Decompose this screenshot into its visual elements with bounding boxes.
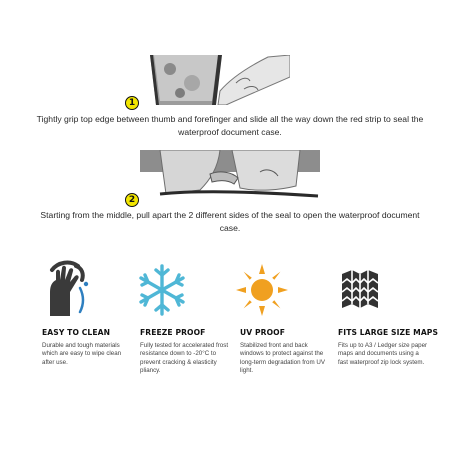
feature-description: Fully tested for accelerated frost resistance down to -20°C to prevent cracking & elasticity pliancy. xyxy=(140,342,229,375)
feature-description: Fits up to A3 / Ledger size paper maps and documents using a fast waterproof zip lock system. xyxy=(338,342,428,366)
step-1-badge xyxy=(125,96,139,110)
step-2-instruction: Starting from the middle, pull apart the 2 different sides of the seal to open the waterproof document case. xyxy=(40,210,420,233)
step-2-badge xyxy=(125,193,139,207)
step-2-photo xyxy=(140,150,320,206)
feature-title: FREEZE PROOF xyxy=(140,328,206,337)
step-1-number: 1 xyxy=(128,98,136,108)
feature-title: UV PROOF xyxy=(240,328,285,337)
feature-description: Stabilized front and back windows to protect against the long-term degradation from UV light. xyxy=(240,342,325,375)
feature-easy-to-clean xyxy=(42,258,142,366)
sun-icon xyxy=(230,258,294,322)
feature-title: EASY TO CLEAN xyxy=(42,328,111,337)
step-2-number: 2 xyxy=(128,195,136,205)
feature-description: Durable and tough materials which are easy to wipe clean after use. xyxy=(42,342,122,366)
hand-wipe-icon xyxy=(32,258,96,322)
feature-uv-proof xyxy=(240,258,340,375)
folded-map-icon xyxy=(328,258,392,322)
feature-title: FITS LARGE SIZE MAPS xyxy=(338,328,439,337)
feature-freeze-proof xyxy=(140,258,240,375)
step-1-photo xyxy=(140,55,290,105)
feature-fits-large-maps xyxy=(338,258,439,366)
step-1-instruction: Tightly grip top edge between thumb and forefinger and slide all the way down the red strip to seal the waterproof document case. xyxy=(36,114,424,137)
snowflake-icon xyxy=(130,258,194,322)
